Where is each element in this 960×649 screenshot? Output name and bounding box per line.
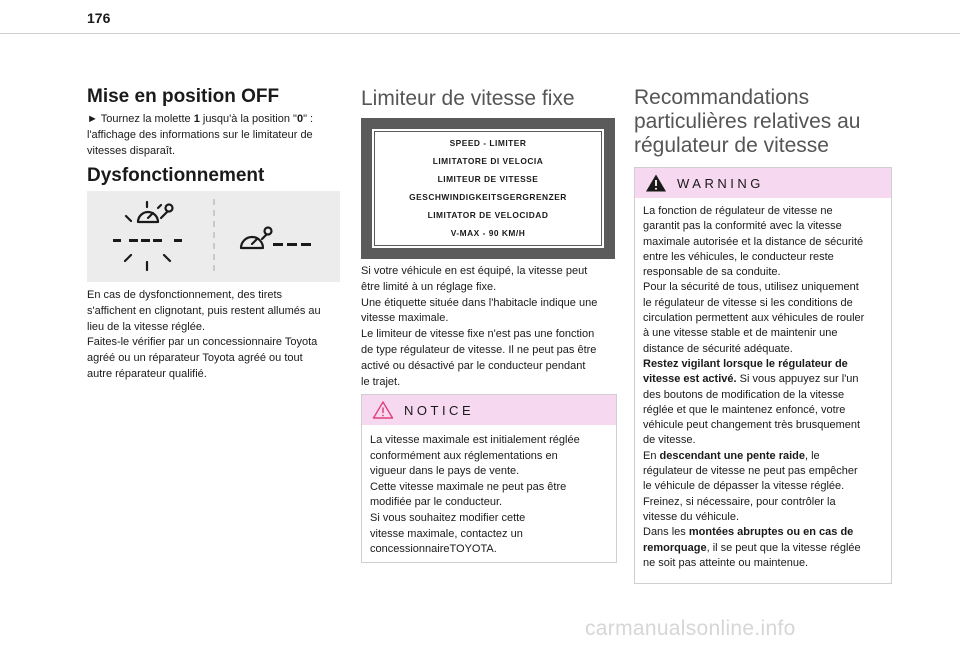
- section-title-recommendations: Recommandations particulières relatives au régulateur de vitesse: [634, 86, 861, 157]
- off-instructions: ► Tournez la molette 1 jusqu'à la position "0" : l'affichage des informations sur le limitateur de vitesses disparaît.: [87, 113, 314, 157]
- section-title-off: Mise en position OFF: [87, 86, 280, 107]
- warning-body: La fonction de régulateur de vitesse ne garantit pas la conformité avec la vitesse maximale autorisée et la distance de sécurité entre les véhicules, le conducteur reste responsable de sa conduite. Pour la sécurité de tous, utilisez uniquement le régulateur de vitesse si les conditions de circulation permettent aux véhicules de rouler à une vitesse stable et de maintenir une distance de sécurité adéquate. Restez vigilant lorsque le régulateur de vitesse est activé. Si vous appuyez sur l'un des boutons de modification de la vitesse réglée et que le maintenez enfoncé, votre véhicule peut changement très brusquement de vitesse. En descendant une pente raide, le régulateur de vitesse ne peut pas empêcher le véhicule de dépasser la vitesse réglée. Freinez, si nécessaire, pour contrôler la vitesse du véhicule. Dans les montées abruptes ou en cas de remorquage, il se peut que la vitesse réglée ne soit pas atteinte ou maintenue.: [643, 205, 865, 569]
- notice-box: [361, 394, 617, 563]
- malfunction-figure: [87, 191, 340, 282]
- warning-title: WARNING: [677, 175, 764, 191]
- page-number: 176: [87, 10, 111, 26]
- malfunction-text: En cas de dysfonctionnement, des tirets s'affichent en clignotant, puis restent allumés au lieu de la vitesse réglée. Faites-le vérifier par un concessionnaire Toyota agréé ou un réparateur Toyota agréé ou tout autre réparateur qualifié.: [87, 289, 321, 380]
- notice-header: [362, 395, 616, 425]
- section-title-fixed-limiter: Limiteur de vitesse fixe: [361, 87, 575, 110]
- warning-icon: [645, 173, 667, 193]
- notice-warning-icon: [372, 400, 394, 420]
- label-line: V-MAX - 90 KM/H: [450, 228, 526, 238]
- notice-body: La vitesse maximale est initialement réglée conformément aux réglementations en vigueur dans le pays de vente. Cette vitesse maximale ne peut pas être modifiée par le conducteur. Si vous souhaitez modifier cette vitesse maximale, contactez un concessionnaireTOYOTA.: [370, 434, 580, 556]
- label-line: LIMITATORE DI VELOCIA: [432, 156, 544, 166]
- label-line: GESCHWINDIGKEITSGERGRENZER: [409, 192, 567, 202]
- fixed-limiter-text: Si votre véhicule en est équipé, la vitesse peut être limité à un réglage fixe. Une étiquette située dans l'habitacle indique une vitesse maximale. Le limiteur de vitesse fixe n'est pas une fonction de type régulateur de vitesse. Il ne peut pas être activé ou désactivé par le conducteur pendant le trajet.: [361, 265, 598, 388]
- warning-header: [635, 168, 891, 198]
- malfunction-illustration: [87, 191, 340, 282]
- label-line: LIMITATOR DE VELOCIDAD: [427, 210, 549, 220]
- label-line: LIMITEUR DE VITESSE: [437, 174, 539, 184]
- warning-box: [634, 167, 892, 584]
- speed-limiter-label: [370, 127, 606, 250]
- watermark: carmanualsonline.info: [585, 617, 796, 640]
- notice-title: NOTICE: [404, 402, 475, 418]
- speed-limiter-label-figure: [361, 118, 615, 259]
- top-rule: [0, 33, 960, 34]
- section-title-malfunction: Dysfonctionnement: [87, 165, 265, 186]
- label-line: SPEED - LIMITER: [449, 138, 527, 148]
